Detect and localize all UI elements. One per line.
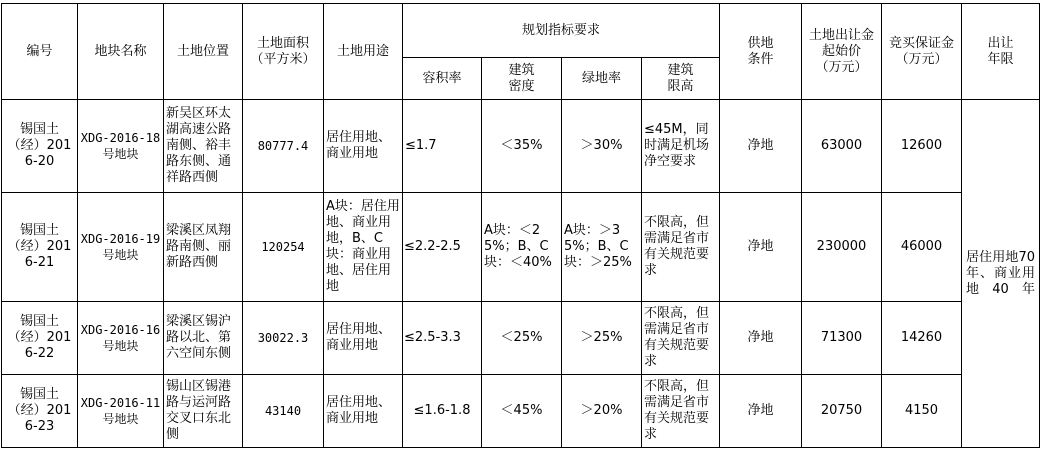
cell-height: 不限高，但需满足省市有关规范要求	[642, 302, 720, 375]
cell-green: ＞20%	[562, 375, 642, 448]
table-row	[2, 193, 1040, 302]
land-listing-table-wrap	[1, 3, 1040, 448]
cell-deposit: 46000	[882, 193, 962, 302]
table-row	[2, 100, 1040, 193]
cell-green: ＞30%	[562, 100, 642, 193]
cell-green: ＞25%	[562, 302, 642, 375]
cell-id: 锡国土（经）2016-21	[2, 193, 78, 302]
cell-height: ≤45M，同时满足机场净空要求	[642, 100, 720, 193]
header-price: 土地出让金 起始价 （万元）	[802, 4, 882, 100]
cell-location: 梁溪区凤翔路南侧、丽新路西侧	[164, 193, 243, 302]
cell-density: ＜35%	[482, 100, 562, 193]
land-listing-table	[1, 3, 1040, 448]
cell-location: 新吴区环太湖高速公路南侧、裕丰路东侧、通祥路西侧	[164, 100, 243, 193]
cell-name: XDG-2016-16号地块	[78, 302, 164, 375]
cell-supply: 净地	[720, 193, 802, 302]
cell-price: 20750	[802, 375, 882, 448]
cell-price: 71300	[802, 302, 882, 375]
cell-location: 梁溪区锡沪路以北、第六空间东侧	[164, 302, 243, 375]
cell-supply: 净地	[720, 302, 802, 375]
header-row-1	[2, 4, 1040, 58]
cell-density: ＜25%	[482, 302, 562, 375]
header-use: 土地用途	[324, 4, 403, 100]
cell-density: ＜45%	[482, 375, 562, 448]
table-row	[2, 375, 1040, 448]
cell-far: ≤2.2-2.5	[403, 193, 482, 302]
cell-area: 80777.4	[243, 100, 324, 193]
cell-price: 230000	[802, 193, 882, 302]
cell-green: A块：＞35%；B、C块：＞25%	[562, 193, 642, 302]
cell-far: ≤1.6-1.8	[403, 375, 482, 448]
cell-price: 63000	[802, 100, 882, 193]
header-far: 容积率	[403, 58, 482, 100]
cell-id: 锡国土（经）2016-23	[2, 375, 78, 448]
header-location: 土地位置	[164, 4, 243, 100]
header-supply: 供地 条件	[720, 4, 802, 100]
header-green: 绿地率	[562, 58, 642, 100]
cell-supply: 净地	[720, 375, 802, 448]
cell-far: ≤2.5-3.3	[403, 302, 482, 375]
header-name: 地块名称	[78, 4, 164, 100]
cell-height: 不限高，但需满足省市有关规范要求	[642, 193, 720, 302]
header-id: 编号	[2, 4, 78, 100]
header-density: 建筑 密度	[482, 58, 562, 100]
cell-deposit: 4150	[882, 375, 962, 448]
header-deposit: 竞买保证金 （万元）	[882, 4, 962, 100]
cell-term-merged: 居住用地70年、商业用地40年	[962, 100, 1040, 448]
cell-density: A块：＜25%；B、C块：＜40%	[482, 193, 562, 302]
cell-deposit: 12600	[882, 100, 962, 193]
cell-use: 居住用地、商业用地	[324, 375, 403, 448]
cell-name: XDG-2016-19号地块	[78, 193, 164, 302]
cell-name: XDG-2016-11号地块	[78, 375, 164, 448]
cell-id: 锡国土（经）2016-20	[2, 100, 78, 193]
cell-deposit: 14260	[882, 302, 962, 375]
header-height: 建筑 限高	[642, 58, 720, 100]
cell-area: 43140	[243, 375, 324, 448]
cell-use: 居住用地、商业用地	[324, 100, 403, 193]
cell-far: ≤1.7	[403, 100, 482, 193]
header-term: 出让 年限	[962, 4, 1040, 100]
cell-id: 锡国土（经）2016-22	[2, 302, 78, 375]
cell-supply: 净地	[720, 100, 802, 193]
table-row	[2, 302, 1040, 375]
header-area: 土地面积 （平方米）	[243, 4, 324, 100]
cell-use: A块：居住用地、商业用地，B、C块：商业用地、居住用地	[324, 193, 403, 302]
cell-name: XDG-2016-18号地块	[78, 100, 164, 193]
cell-location: 锡山区锡港路与运河路交叉口东北侧	[164, 375, 243, 448]
cell-use: 居住用地、商业用地	[324, 302, 403, 375]
cell-height: 不限高，但需满足省市有关规范要求	[642, 375, 720, 448]
cell-area: 30022.3	[243, 302, 324, 375]
header-planning: 规划指标要求	[403, 4, 720, 58]
cell-area: 120254	[243, 193, 324, 302]
